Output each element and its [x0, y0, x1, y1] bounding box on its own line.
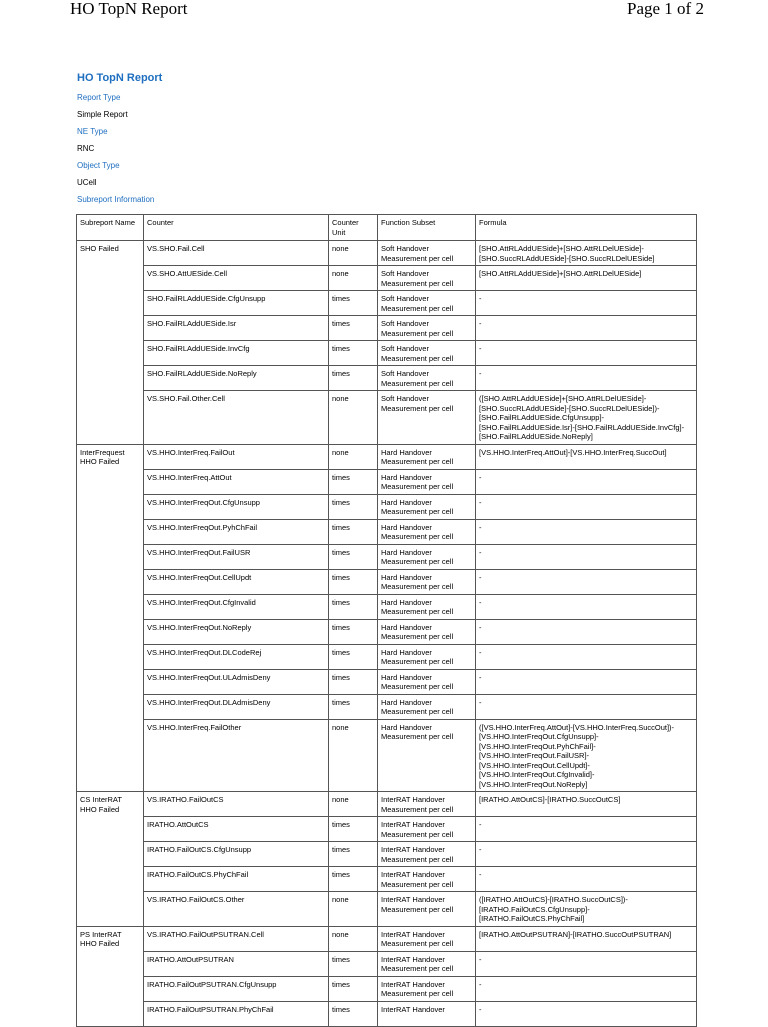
- formula-cell: ([IRATHO.AttOutCS]-[IRATHO.SuccOutCS])-[IRATHO.FailOutCS.CfgUnsupp]-[IRATHO.FailOutCS.PhyChFail]: [476, 892, 697, 927]
- formula-cell: -: [476, 644, 697, 669]
- ne-type-value: RNC: [77, 144, 95, 153]
- formula-cell: -: [476, 619, 697, 644]
- unit-cell: times: [329, 644, 378, 669]
- unit-cell: times: [329, 519, 378, 544]
- counter-cell: VS.HHO.InterFreqOut.ULAdmisDeny: [144, 669, 329, 694]
- counter-cell: SHO.FailRLAddUESide.NoReply: [144, 366, 329, 391]
- unit-cell: none: [329, 892, 378, 927]
- table-row: [77, 644, 697, 669]
- unit-cell: times: [329, 867, 378, 892]
- unit-cell: times: [329, 1001, 378, 1026]
- function-subset-cell: Hard Handover Measurement per cell: [378, 644, 476, 669]
- function-subset-cell: Hard Handover Measurement per cell: [378, 494, 476, 519]
- function-subset-cell: Hard Handover Measurement per cell: [378, 594, 476, 619]
- counter-cell: VS.HHO.InterFreqOut.CfgInvalid: [144, 594, 329, 619]
- function-subset-cell: InterRAT Handover Measurement per cell: [378, 892, 476, 927]
- formula-cell: -: [476, 366, 697, 391]
- formula-cell: -: [476, 817, 697, 842]
- function-subset-cell: Soft Handover Measurement per cell: [378, 266, 476, 291]
- formula-cell: [SHO.AttRLAddUESide]+[SHO.AttRLDelUESide]-[SHO.SuccRLAddUESide]-[SHO.SuccRLDelUESide]: [476, 241, 697, 266]
- document-header-title: HO TopN Report: [70, 0, 188, 18]
- report-type-label: Report Type: [77, 93, 121, 102]
- counter-cell: VS.HHO.InterFreqOut.FailUSR: [144, 544, 329, 569]
- table-row: [77, 1001, 697, 1026]
- counter-cell: VS.HHO.InterFreqOut.DLCodeRej: [144, 644, 329, 669]
- unit-cell: none: [329, 926, 378, 951]
- column-header: Subreport Name: [77, 215, 144, 241]
- counter-cell: VS.SHO.Fail.Other.Cell: [144, 391, 329, 445]
- table-row: [77, 316, 697, 341]
- formula-cell: -: [476, 842, 697, 867]
- formula-cell: -: [476, 291, 697, 316]
- counter-cell: IRATHO.FailOutPSUTRAN.PhyChFail: [144, 1001, 329, 1026]
- counter-cell: VS.HHO.InterFreq.FailOther: [144, 719, 329, 792]
- counter-cell: IRATHO.FailOutPSUTRAN.CfgUnsupp: [144, 976, 329, 1001]
- table-row: [77, 867, 697, 892]
- counter-cell: VS.HHO.InterFreq.FailOut: [144, 444, 329, 469]
- unit-cell: times: [329, 951, 378, 976]
- column-header: Formula: [476, 215, 697, 241]
- report-metadata: [77, 72, 717, 211]
- table-body: [77, 241, 697, 1027]
- function-subset-cell: Hard Handover Measurement per cell: [378, 669, 476, 694]
- column-header: Function Subset: [378, 215, 476, 241]
- formula-cell: -: [476, 519, 697, 544]
- formula-cell: -: [476, 494, 697, 519]
- function-subset-cell: InterRAT Handover Measurement per cell: [378, 817, 476, 842]
- formula-cell: -: [476, 669, 697, 694]
- formula-cell: ([SHO.AttRLAddUESide]+[SHO.AttRLDelUESide]-[SHO.SuccRLAddUESide]-[SHO.SuccRLDelUESide])-[SHO.FailRLAddUESide.CfgUnsupp]-[SHO.FailRLAddUESide.Isr]-[SHO.FailRLAddUESide.InvCfg]-[SHO.FailRLAddUESide.NoReply]: [476, 391, 697, 445]
- table-row: [77, 892, 697, 927]
- function-subset-cell: Hard Handover Measurement per cell: [378, 469, 476, 494]
- unit-cell: times: [329, 366, 378, 391]
- unit-cell: times: [329, 594, 378, 619]
- subreport-table: [76, 214, 697, 1027]
- function-subset-cell: Hard Handover Measurement per cell: [378, 544, 476, 569]
- counter-cell: VS.SHO.AttUESide.Cell: [144, 266, 329, 291]
- formula-cell: -: [476, 569, 697, 594]
- formula-cell: -: [476, 976, 697, 1001]
- report-type-value: Simple Report: [77, 110, 128, 119]
- table-row: [77, 569, 697, 594]
- table-row: [77, 951, 697, 976]
- formula-cell: -: [476, 951, 697, 976]
- counter-cell: VS.HHO.InterFreqOut.CfgUnsupp: [144, 494, 329, 519]
- function-subset-cell: Hard Handover Measurement per cell: [378, 569, 476, 594]
- function-subset-cell: Soft Handover Measurement per cell: [378, 391, 476, 445]
- formula-cell: -: [476, 544, 697, 569]
- page-number: Page 1 of 2: [627, 0, 704, 18]
- unit-cell: none: [329, 444, 378, 469]
- formula-cell: -: [476, 694, 697, 719]
- formula-cell: [IRATHO.AttOutCS]-[IRATHO.SuccOutCS]: [476, 792, 697, 817]
- counter-cell: IRATHO.FailOutCS.PhyChFail: [144, 867, 329, 892]
- function-subset-cell: Hard Handover Measurement per cell: [378, 719, 476, 792]
- table-row: [77, 341, 697, 366]
- table-row: [77, 976, 697, 1001]
- column-header: Counter: [144, 215, 329, 241]
- table-row: [77, 694, 697, 719]
- table-header-row: [77, 215, 697, 241]
- table-row: [77, 594, 697, 619]
- counter-cell: VS.HHO.InterFreqOut.NoReply: [144, 619, 329, 644]
- subreport-name-cell: PS InterRAT HHO Failed: [77, 926, 144, 1026]
- table-row: [77, 669, 697, 694]
- counter-cell: IRATHO.AttOutPSUTRAN: [144, 951, 329, 976]
- counter-cell: VS.IRATHO.FailOutCS: [144, 792, 329, 817]
- object-type-label: Object Type: [77, 161, 120, 170]
- unit-cell: times: [329, 842, 378, 867]
- unit-cell: times: [329, 976, 378, 1001]
- table-row: [77, 366, 697, 391]
- table-row: [77, 619, 697, 644]
- formula-cell: -: [476, 594, 697, 619]
- table-row: [77, 719, 697, 792]
- unit-cell: times: [329, 619, 378, 644]
- unit-cell: none: [329, 391, 378, 445]
- function-subset-cell: Soft Handover Measurement per cell: [378, 291, 476, 316]
- table-row: [77, 291, 697, 316]
- unit-cell: times: [329, 817, 378, 842]
- function-subset-cell: InterRAT Handover Measurement per cell: [378, 951, 476, 976]
- unit-cell: none: [329, 266, 378, 291]
- formula-cell: -: [476, 1001, 697, 1026]
- unit-cell: times: [329, 669, 378, 694]
- function-subset-cell: Hard Handover Measurement per cell: [378, 619, 476, 644]
- function-subset-cell: InterRAT Handover: [378, 1001, 476, 1026]
- unit-cell: times: [329, 341, 378, 366]
- counter-cell: VS.HHO.InterFreq.AttOut: [144, 469, 329, 494]
- function-subset-cell: InterRAT Handover Measurement per cell: [378, 792, 476, 817]
- function-subset-cell: InterRAT Handover Measurement per cell: [378, 976, 476, 1001]
- counter-cell: SHO.FailRLAddUESide.Isr: [144, 316, 329, 341]
- function-subset-cell: Soft Handover Measurement per cell: [378, 316, 476, 341]
- table-row: [77, 391, 697, 445]
- function-subset-cell: Hard Handover Measurement per cell: [378, 694, 476, 719]
- unit-cell: times: [329, 694, 378, 719]
- formula-cell: [SHO.AttRLAddUESide]+[SHO.AttRLDelUESide]: [476, 266, 697, 291]
- counter-cell: VS.HHO.InterFreqOut.DLAdmisDeny: [144, 694, 329, 719]
- function-subset-cell: InterRAT Handover Measurement per cell: [378, 867, 476, 892]
- counter-cell: VS.HHO.InterFreqOut.PyhChFail: [144, 519, 329, 544]
- unit-cell: times: [329, 469, 378, 494]
- table-row: [77, 842, 697, 867]
- table-row: [77, 444, 697, 469]
- table-row: [77, 266, 697, 291]
- unit-cell: times: [329, 291, 378, 316]
- table-row: [77, 817, 697, 842]
- formula-cell: -: [476, 867, 697, 892]
- subreport-name-cell: SHO Failed: [77, 241, 144, 445]
- function-subset-cell: Hard Handover Measurement per cell: [378, 519, 476, 544]
- counter-cell: VS.HHO.InterFreqOut.CellUpdt: [144, 569, 329, 594]
- unit-cell: times: [329, 316, 378, 341]
- formula-cell: ([VS.HHO.InterFreq.AttOut]-[VS.HHO.InterFreq.SuccOut])-[VS.HHO.InterFreqOut.CfgUnsupp]-[VS.HHO.InterFreqOut.PyhChFail]-[VS.HHO.InterFreqOut.FailUSR]-[VS.HHO.InterFreqOut.CellUpdt]-[VS.HHO.InterFreqOut.CfgInvalid]-[VS.HHO.InterFreqOut.NoReply]: [476, 719, 697, 792]
- counter-cell: IRATHO.FailOutCS.CfgUnsupp: [144, 842, 329, 867]
- report-title: HO TopN Report: [77, 72, 163, 84]
- table-row: [77, 792, 697, 817]
- formula-cell: [VS.HHO.InterFreq.AttOut]-[VS.HHO.InterFreq.SuccOut]: [476, 444, 697, 469]
- table-row: [77, 469, 697, 494]
- table-row: [77, 544, 697, 569]
- function-subset-cell: Soft Handover Measurement per cell: [378, 341, 476, 366]
- function-subset-cell: Soft Handover Measurement per cell: [378, 241, 476, 266]
- table-row: [77, 926, 697, 951]
- function-subset-cell: Hard Handover Measurement per cell: [378, 444, 476, 469]
- unit-cell: none: [329, 719, 378, 792]
- ne-type-label: NE Type: [77, 127, 108, 136]
- unit-cell: none: [329, 792, 378, 817]
- formula-cell: -: [476, 469, 697, 494]
- unit-cell: times: [329, 494, 378, 519]
- formula-cell: -: [476, 341, 697, 366]
- counter-cell: SHO.FailRLAddUESide.InvCfg: [144, 341, 329, 366]
- table-row: [77, 519, 697, 544]
- table-row: [77, 494, 697, 519]
- subreport-info-label: Subreport Information: [77, 195, 155, 204]
- counter-cell: SHO.FailRLAddUESide.CfgUnsupp: [144, 291, 329, 316]
- counter-cell: VS.IRATHO.FailOutCS.Other: [144, 892, 329, 927]
- object-type-value: UCell: [77, 178, 97, 187]
- subreport-name-cell: InterFrequest HHO Failed: [77, 444, 144, 792]
- formula-cell: -: [476, 316, 697, 341]
- counter-cell: VS.IRATHO.FailOutPSUTRAN.Cell: [144, 926, 329, 951]
- table-row: [77, 241, 697, 266]
- function-subset-cell: InterRAT Handover Measurement per cell: [378, 842, 476, 867]
- column-header: Counter Unit: [329, 215, 378, 241]
- formula-cell: [IRATHO.AttOutPSUTRAN]-[IRATHO.SuccOutPSUTRAN]: [476, 926, 697, 951]
- unit-cell: times: [329, 569, 378, 594]
- unit-cell: times: [329, 544, 378, 569]
- function-subset-cell: InterRAT Handover Measurement per cell: [378, 926, 476, 951]
- function-subset-cell: Soft Handover Measurement per cell: [378, 366, 476, 391]
- counter-cell: IRATHO.AttOutCS: [144, 817, 329, 842]
- counter-cell: VS.SHO.Fail.Cell: [144, 241, 329, 266]
- unit-cell: none: [329, 241, 378, 266]
- subreport-name-cell: CS InterRAT HHO Failed: [77, 792, 144, 927]
